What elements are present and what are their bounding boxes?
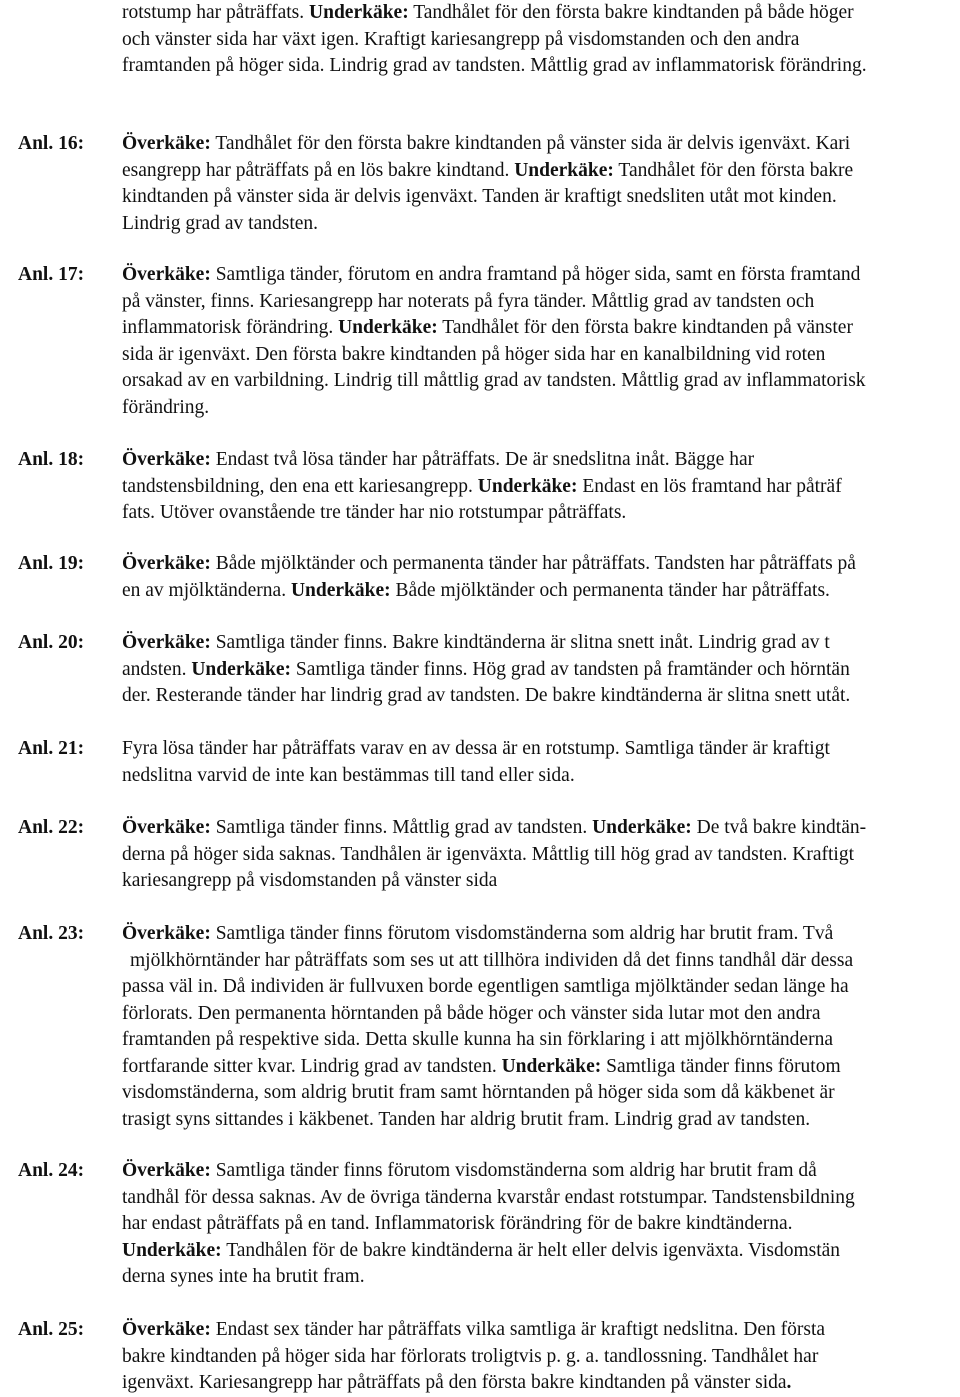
bold-heading: Underkäke: (514, 159, 614, 181)
bold-heading: Överkäke: (122, 817, 211, 838)
bold-heading: Överkäke: (122, 449, 211, 470)
entry-label: Anl. 25: (18, 1319, 85, 1340)
text-run: esangrepp har påträffats på en lös bakre kindtand. (122, 159, 515, 181)
bold-heading: Underkäke: (191, 658, 291, 680)
continuation-paragraph (122, 0, 952, 80)
text-run: Samtliga tänder, förutom en andra framtand på höger sida, samt en första framtand (210, 264, 861, 285)
text-run: Samtliga tänder finns. Bakre kindtänderna är slitna snett inåt. Lindrig grad av t (210, 632, 830, 653)
text-run: passa väl in. Då individen är fullvuxen borde egentligen samtliga mjölktänder sedan länge ha (122, 976, 849, 997)
text-run: framtanden på respektive sida. Detta skulle kunna ha sin förklaring i att mjölkhörntänderna (122, 1029, 833, 1050)
bold-heading: Underkäke: (477, 475, 578, 497)
text-run: Tandhålet för den första bakre (613, 159, 854, 181)
entry-text (122, 1158, 952, 1291)
text-run: rotstump har påträffats. (122, 2, 310, 23)
entry-text (122, 447, 952, 527)
text-run: kindtanden på vänster sida är delvis igenväxt. Tanden är kraftigt snedsliten utåt mot kinden. (122, 186, 837, 207)
text-run: förlorats. Den permanenta hörntanden på både höger och vänster sida lutar mot den andra (122, 1002, 821, 1024)
entry-label: Anl. 18: (18, 449, 85, 470)
text-run: orsakad av en varbildning. Lindrig till måttlig grad av tandsten. Måttlig grad av inflammatorisk (122, 370, 866, 391)
bold-heading: Överkäke: (122, 133, 211, 154)
text-run: Samtliga tänder finns. Måttlig grad av tandsten. (210, 817, 593, 838)
text-run: andsten. (122, 658, 192, 680)
text-run: Lindrig grad av tandsten. (122, 212, 319, 234)
text-run: Samtliga tänder finns förutom (601, 1055, 841, 1077)
text-run: fortfarande sitter kvar. Lindrig grad av tandsten. (122, 1055, 502, 1077)
text-run: inflammatorisk förändring. (122, 317, 339, 338)
bold-heading: Överkäke: (122, 264, 211, 285)
text-run: Endast två lösa tänder har påträffats. De är snedslitna inåt. Bägge har (210, 449, 755, 470)
entry-text (122, 1317, 952, 1397)
text-run: Både mjölktänder och permanenta tänder har påträffats. (390, 579, 830, 601)
text-run: och vänster sida har växt igen. Kraftigt kariesangrepp på visdomstanden och den andra (122, 28, 800, 50)
text-run: Samtliga tänder finns förutom visdomständerna som aldrig har brutit fram då (210, 1160, 817, 1181)
text-run: Tandhålen för de bakre kindtänderna är helt eller delvis igenväxta. Visdomstän (221, 1239, 841, 1261)
text-run: fats. Utöver ovanstående tre tänder har nio rotstumpar påträffats. (122, 502, 627, 523)
text-run: der. Resterande tänder har lindrig grad av tandsten. De bakre kindtänderna är slitna snett utåt. (122, 685, 851, 706)
bold-heading: Underkäke: (501, 1055, 602, 1077)
text-run: visdomständerna, som aldrig brutit fram samt hörntanden på höger sida som då käkbenet är (122, 1082, 835, 1103)
entry-label: Anl. 22: (18, 817, 85, 838)
entry-label: Anl. 24: (18, 1160, 85, 1181)
text-run: en av mjölktänderna. (122, 579, 291, 601)
bold-heading: Överkäke: (122, 1160, 211, 1181)
text-run: nedslitna varvid de inte kan bestämmas till tand eller sida. (122, 764, 575, 786)
entry-text (122, 262, 952, 421)
bold-heading: Underkäke: (592, 817, 692, 838)
entry-text (122, 921, 952, 1133)
entry-text (122, 131, 952, 237)
text-run: framtanden på höger sida. Lindrig grad av tandsten. Måttlig grad av inflammatorisk förändring. (122, 55, 867, 76)
text-run: derna synes inte ha brutit fram. (122, 1266, 365, 1287)
text-run: trasigt syns sittandes i käkbenet. Tanden har aldrig brutit fram. Lindrig grad av tandsten. (122, 1108, 811, 1130)
text-run: kariesangrepp på visdomstanden på vänster sida (122, 870, 498, 891)
text-run: Endast en lös framtand har påträf (577, 475, 842, 497)
text-run: Både mjölktänder och permanenta tänder har påträffats. Tandsten har påträffats på (210, 553, 856, 574)
text-run: tandhål för dessa saknas. Av de övriga tänderna kvarstår endast rotstumpar. Tandstensbildning (122, 1186, 855, 1208)
text-run: Fyra lösa tänder har påträffats varav en av dessa är en rotstump. Samtliga tänder är kraftigt (122, 738, 830, 759)
entry-label: Anl. 21: (18, 738, 85, 759)
entry-label: Anl. 16: (18, 133, 85, 154)
entry-text (122, 736, 952, 789)
text-run: Endast sex tänder har påträffats vilka samtliga är kraftigt nedslitna. Den första (210, 1319, 826, 1340)
entry-label: Anl. 17: (18, 264, 85, 285)
text-run: mjölkhörntänder har påträffats som ses ut att tillhöra individen då det finns tandhål där dessa (130, 949, 854, 971)
text-run: bakre kindtanden på höger sida har förlorats troligtvis p. g. a. tandlossning. Tandhålet har (122, 1345, 819, 1367)
entry-text (122, 815, 952, 895)
bold-heading: . (786, 1372, 792, 1393)
text-run: har endast påträffats på en tand. Inflammatorisk förändring för de bakre kindtänderna. (122, 1213, 793, 1234)
entry-text (122, 551, 952, 604)
text-run: igenväxt. Kariesangrepp har påträffats på den första bakre kindtanden på vänster sida (122, 1372, 787, 1393)
bold-heading: Överkäke: (122, 923, 211, 944)
text-run: derna på höger sida saknas. Tandhålen är igenväxta. Måttlig till hög grad av tandsten. Kraftigt (122, 843, 855, 865)
bold-heading: Underkäke: (290, 579, 391, 601)
bold-heading: Underkäke: (338, 317, 438, 338)
text-run: De två bakre kindtän- (691, 817, 867, 838)
text-run: förändring. (122, 396, 210, 418)
text-run: Tandhålet för den första bakre kindtanden på både höger (408, 2, 854, 23)
text-run: Samtliga tänder finns. Hög grad av tandsten på framtänder och hörntän (291, 658, 850, 680)
text-run: Tandhålet för den första bakre kindtanden på vänster (437, 317, 853, 338)
bold-heading: Överkäke: (122, 1319, 211, 1340)
entry-label: Anl. 19: (18, 553, 85, 574)
bold-heading: Underkäke: (122, 1239, 222, 1261)
text-run: på vänster, finns. Kariesangrepp har noterats på fyra tänder. Måttlig grad av tandsten och (122, 290, 815, 312)
entry-text (122, 630, 952, 710)
bold-heading: Överkäke: (122, 553, 211, 574)
entry-label: Anl. 20: (18, 632, 85, 653)
bold-heading: Underkäke: (309, 2, 409, 23)
text-run: Samtliga tänder finns förutom visdomständerna som aldrig har brutit fram. Två (210, 923, 834, 944)
bold-heading: Överkäke: (122, 632, 211, 653)
text-run: Tandhålet för den första bakre kindtanden på vänster sida är delvis igenväxt. Kari (210, 133, 851, 154)
entry-label: Anl. 23: (18, 923, 85, 944)
text-run: sida är igenväxt. Den första bakre kindtanden på höger sida har en kanalbildning vid roten (122, 343, 826, 365)
text-run: tandstensbildning, den ena ett kariesangrepp. (122, 475, 478, 497)
